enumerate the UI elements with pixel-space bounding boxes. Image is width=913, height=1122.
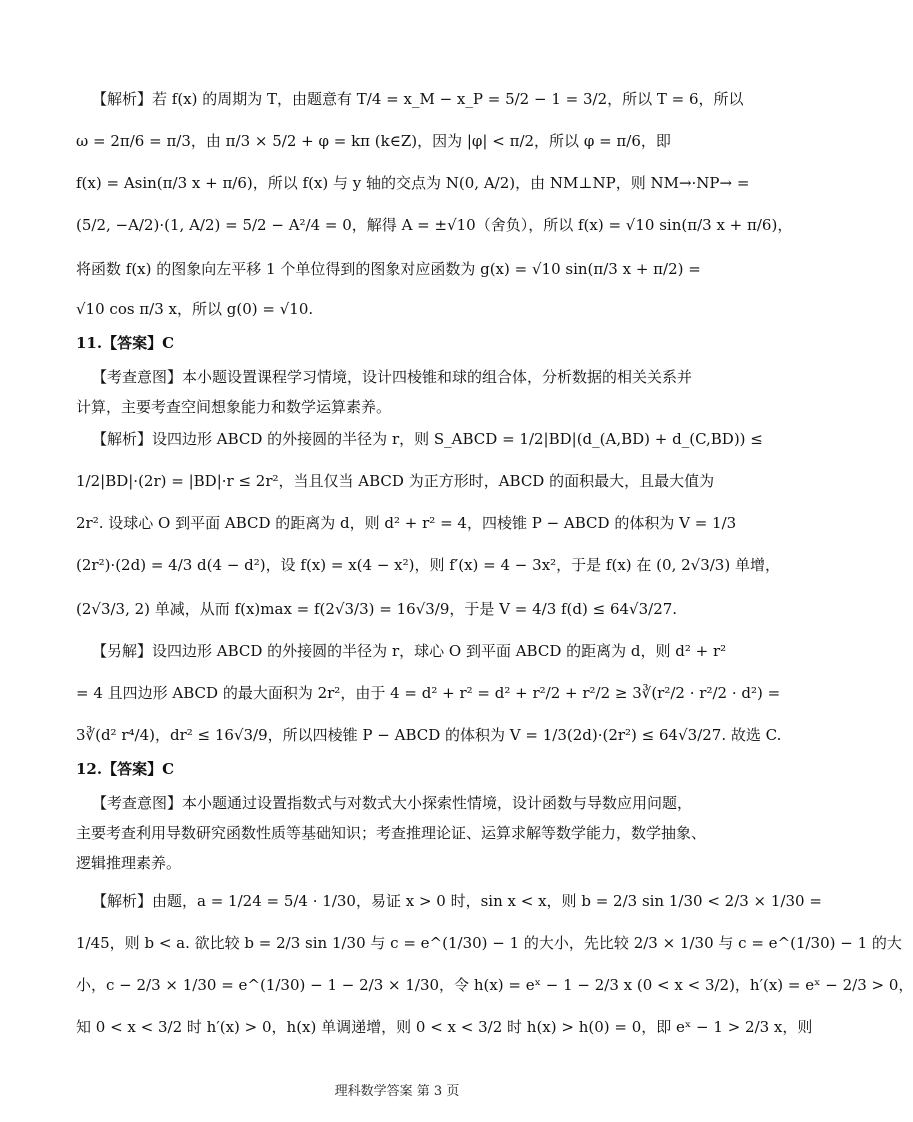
question-12-answer: 12.【答案】C <box>76 760 175 778</box>
text-line: f(x) = Asin(π/3 x + π/6)，所以 f(x) 与 y 轴的交点为 N(0, A/2)，由 NM⊥NP，则 NM→·NP→ = <box>76 174 750 192</box>
text-line: ω = 2π/6 = π/3，由 π/3 × 5/2 + φ = kπ (k∈Z)，因为 |φ| < π/2，所以 φ = π/6，即 <box>76 132 671 150</box>
text-line: 【考查意图】本小题通过设置指数式与对数式大小探索性情境，设计函数与导数应用问题， <box>92 794 693 812</box>
text-line: (2√3/3, 2) 单减，从而 f(x)max = f(2√3/3) = 16√3/9，于是 V = 4/3 f(d) ≤ 64√3/27. <box>76 600 678 618</box>
text-line: 【解析】若 f(x) 的周期为 T，由题意有 T/4 = x_M − x_P = 5/2 − 1 = 3/2，所以 T = 6，所以 <box>92 90 744 108</box>
text-line: √10 cos π/3 x，所以 g(0) = √10. <box>76 300 314 318</box>
text-line: 小，c − 2/3 × 1/30 = e^(1/30) − 1 − 2/3 × 1/30，令 h(x) = eˣ − 1 − 2/3 x (0 < x < 3/2)，h′(x) = eˣ − 2/3 > 0， <box>76 976 913 994</box>
text-line: = 4 且四边形 ABCD 的最大面积为 2r²，由于 4 = d² + r² = d² + r²/2 + r²/2 ≥ 3∛(r²/2 · r²/2 · d²) = <box>76 684 781 702</box>
text-line: 【考查意图】本小题设置课程学习情境，设计四棱锥和球的组合体，分析数据的相关关系并 <box>92 368 693 386</box>
text-line: 计算，主要考查空间想象能力和数学运算素养。 <box>76 398 392 416</box>
text-line: 2r². 设球心 O 到平面 ABCD 的距离为 d，则 d² + r² = 4，四棱锥 P − ABCD 的体积为 V = 1/3 <box>76 514 737 532</box>
text-line: 知 0 < x < 3/2 时 h′(x) > 0，h(x) 单调递增，则 0 < x < 3/2 时 h(x) > h(0) = 0，即 eˣ − 1 > 2/3 x，则 <box>76 1018 813 1036</box>
text-line: 逻辑推理素养。 <box>76 854 182 872</box>
text-line: (2r²)·(2d) = 4/3 d(4 − d²)，设 f(x) = x(4 − x²)，则 f′(x) = 4 − 3x²，于是 f(x) 在 (0, 2√3/3) 单增， <box>76 556 780 574</box>
question-11-answer: 11.【答案】C <box>76 334 175 352</box>
page-footer: 理科数学答案 第 3 页 <box>334 1084 460 1099</box>
text-line: 将函数 f(x) 的图象向左平移 1 个单位得到的图象对应函数为 g(x) = √10 sin(π/3 x + π/2) = <box>76 260 701 278</box>
text-line: 1/2|BD|·(2r) = |BD|·r ≤ 2r²，当且仅当 ABCD 为正方形时，ABCD 的面积最大，且最大值为 <box>76 472 715 490</box>
text-line: (5/2, −A/2)·(1, A/2) = 5/2 − A²/4 = 0，解得 A = ±√10（舍负），所以 f(x) = √10 sin(π/3 x + π/6)， <box>76 216 793 234</box>
text-line: 【另解】设四边形 ABCD 的外接圆的半径为 r，球心 O 到平面 ABCD 的距离为 d，则 d² + r² <box>92 642 727 660</box>
text-line: 3∛(d² r⁴/4)，dr² ≤ 16√3/9，所以四棱锥 P − ABCD 的体积为 V = 1/3(2d)·(2r²) ≤ 64√3/27. 故选 C. <box>76 726 782 744</box>
text-line: 1/45，则 b < a. 欲比较 b = 2/3 sin 1/30 与 c = e^(1/30) − 1 的大小，先比较 2/3 × 1/30 与 c = e^(1/30) − 1 的大 <box>76 934 902 952</box>
text-line: 主要考查利用导数研究函数性质等基础知识；考查推理论证、运算求解等数学能力，数学抽象、 <box>76 824 707 842</box>
text-line: 【解析】由题，a = 1/24 = 5/4 · 1/30，易证 x > 0 时，sin x < x，则 b = 2/3 sin 1/30 < 2/3 × 1/30 = <box>92 892 822 910</box>
text-line: 【解析】设四边形 ABCD 的外接圆的半径为 r，则 S_ABCD = 1/2|BD|(d_(A,BD) + d_(C,BD)) ≤ <box>92 430 763 448</box>
